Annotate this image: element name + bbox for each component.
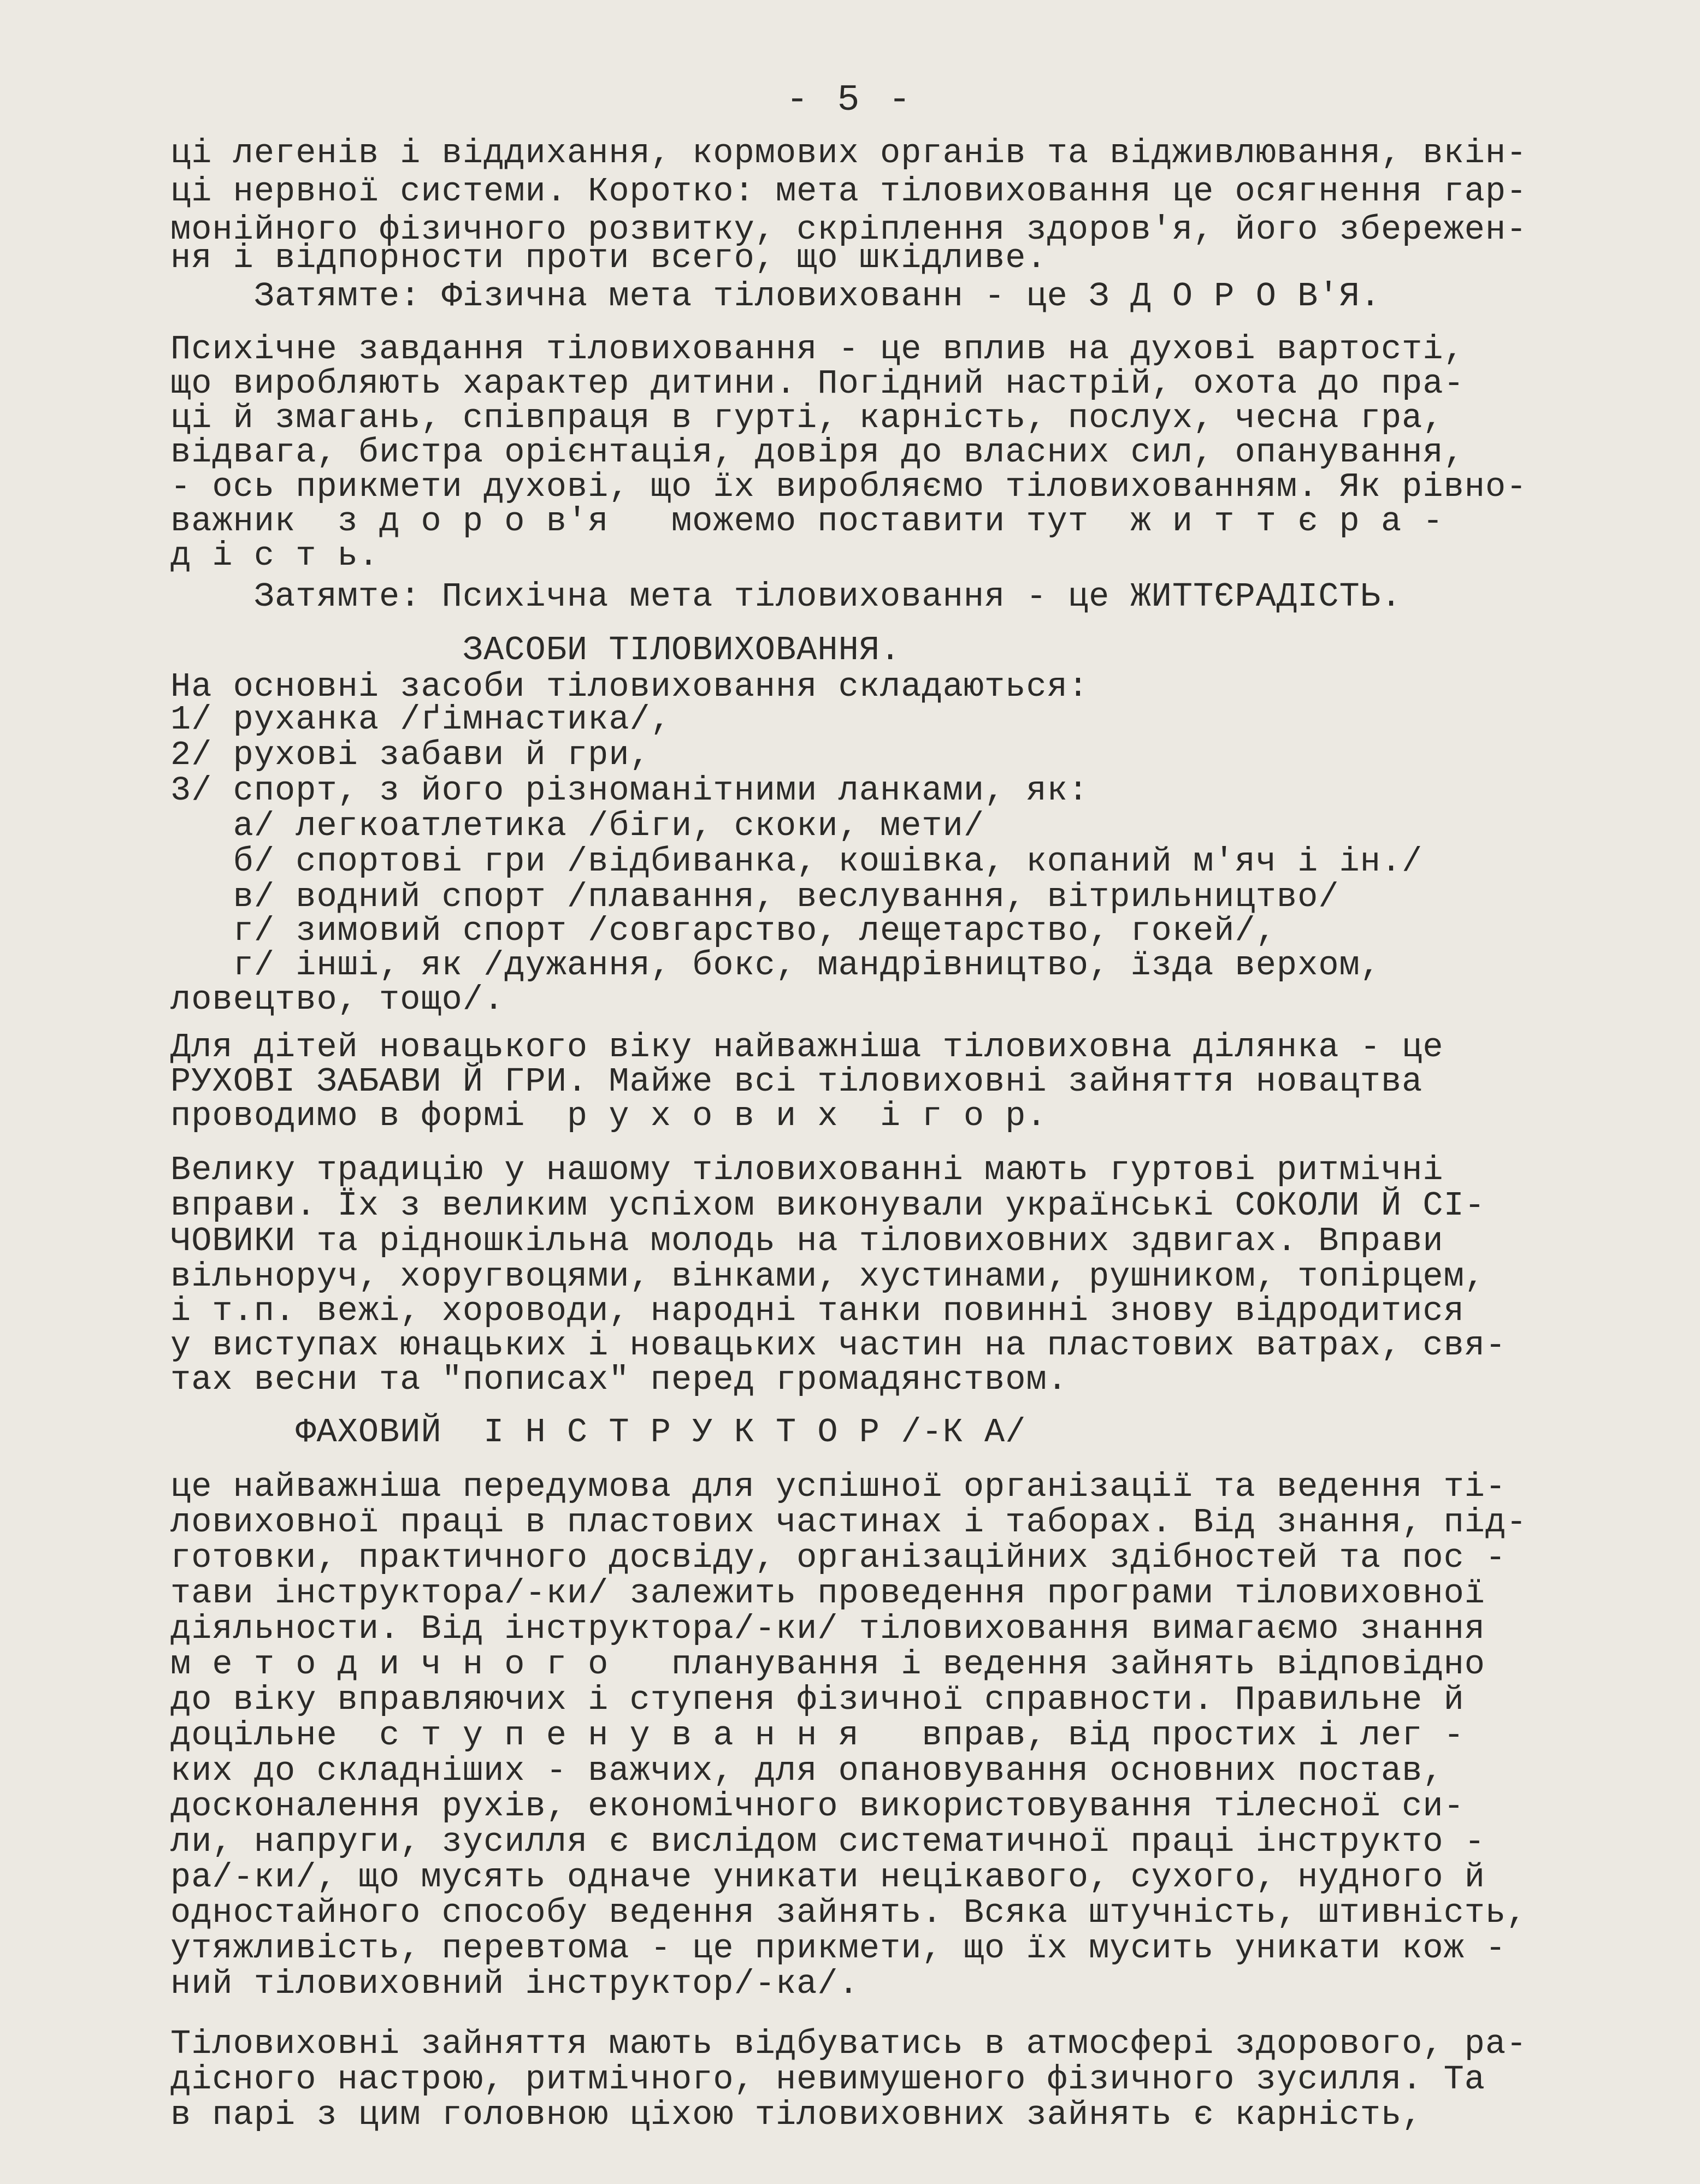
- text-line: Для дітей новацького віку найважніша тіловиховна ділянка - це: [170, 1028, 1444, 1067]
- text-line: ра/-ки/, що мусять одначе уникати нецікавого, сухого, нудного й: [170, 1858, 1485, 1897]
- text-line: Велику традицію у нашому тіловихованні мають гуртові ритмічні: [170, 1151, 1444, 1189]
- text-line: проводимо в формі р у х о в и х і г о р.: [170, 1097, 1047, 1135]
- list-item: 1/ руханка /ґімнастика/,: [170, 700, 671, 739]
- text-line: ня і відпорности проти всего, що шкідливе.: [170, 239, 1047, 277]
- list-item: г/ інші, як /дужання, бокс, мандрівництво, їзда верхом,: [170, 946, 1381, 985]
- text-line: ці легенів і віддихання, кормових органів та відживлювання, вкін-: [170, 134, 1527, 173]
- text-line: тах весни та "пописах" перед громадянством.: [170, 1360, 1068, 1399]
- text-line: готовки, практичного досвіду, організаційних здібностей та пос -: [170, 1538, 1507, 1577]
- text-line: ці й змагань, співпраця в гурті, карність, послух, чесна гра,: [170, 399, 1444, 437]
- text-line: РУХОВІ ЗАБАВИ Й ГРИ. Майже всі тіловиховні зайняття новацтва: [170, 1062, 1423, 1101]
- text-line: вправи. Їх з великим успіхом виконували українські СОКОЛИ Й СІ-: [170, 1186, 1485, 1225]
- text-line: ці нервної системи. Коротко: мета тіловиховання це осягнення гар-: [170, 172, 1527, 211]
- text-line: одностайного способу ведення зайнять. Всяка штучність, штивність,: [170, 1893, 1527, 1932]
- text-line: ЧОВИКИ та рідношкільна молодь на тіловиховних здвигах. Вправи: [170, 1222, 1444, 1260]
- text-line: в парі з цим головною ціхою тіловиховних зайнять є карність,: [170, 2096, 1423, 2134]
- text-line: На основні засоби тіловиховання складаються:: [170, 667, 1089, 706]
- list-item: в/ водний спорт /плавання, веслування, вітрильництво/: [170, 878, 1339, 916]
- text-line: ких до складніших - важчих, для опановування основних постав,: [170, 1751, 1444, 1790]
- text-line: дісного настрою, ритмічного, невимушеного фізичного зусилля. Та: [170, 2060, 1485, 2099]
- text-line: ний тіловиховний інструктор/-ка/.: [170, 1964, 859, 2003]
- page-number: - 5 -: [786, 79, 914, 121]
- text-line: - ось прикмети духові, що їх виробляємо тіловихованням. Як рівно-: [170, 467, 1527, 506]
- text-line: ловецтво, тощо/.: [170, 980, 505, 1019]
- text-line: відвага, бистра орієнтація, довіря до власних сил, опанування,: [170, 433, 1465, 472]
- text-line: тави інструктора/-ки/ залежить проведення програми тіловиховної: [170, 1574, 1485, 1613]
- list-item: а/ легкоатлетика /біги, скоки, мети/: [170, 807, 985, 845]
- list-item: 2/ рухові забави й гри,: [170, 736, 651, 774]
- section-heading: ЗАСОБИ ТІЛОВИХОВАННЯ.: [170, 631, 901, 670]
- text-line: м е т о д и ч н о г о планування і ведення зайнять відповідно: [170, 1645, 1485, 1684]
- text-line: це найважніша передумова для успішної організації та ведення ті-: [170, 1467, 1507, 1506]
- text-line: у виступах юнацьких і новацьких частин на пластових ватрах, свя-: [170, 1326, 1507, 1365]
- text-line: монійного фізичного розвитку, скріплення здоров'я, його збережен-: [170, 210, 1527, 249]
- list-item: б/ спортові гри /відбиванка, кошівка, копаний м'яч і ін./: [170, 842, 1423, 881]
- text-line: Тіловиховні зайняття мають відбуватись в атмосфері здорового, ра-: [170, 2025, 1527, 2063]
- text-line: доцільне с т у п е н у в а н н я вправ, від простих і лег -: [170, 1716, 1465, 1755]
- text-line: д і с т ь.: [170, 536, 380, 575]
- text-line: що виробляють характер дитини. Погідний настрій, охота до пра-: [170, 364, 1465, 403]
- text-line: ловиховної праці в пластових частинах і таборах. Від знання, під-: [170, 1503, 1527, 1542]
- text-line: Затямте: Психічна мета тіловиховання - це ЖИТТЄРАДІСТЬ.: [170, 577, 1402, 616]
- list-item: г/ зимовий спорт /совгарство, лещетарство, гокей/,: [170, 912, 1277, 950]
- text-line: досконалення рухів, економічного використовування тілесної си-: [170, 1787, 1465, 1826]
- text-line: діяльности. Від інструктора/-ки/ тіловиховання вимагаємо знання: [170, 1609, 1485, 1648]
- text-line: до віку вправляючих і ступеня фізичної справности. Правильне й: [170, 1680, 1465, 1719]
- text-line: утяжливість, перевтома - це прикмети, що їх мусить уникати кож -: [170, 1929, 1507, 1968]
- text-line: вільноруч, хоругвоцями, вінками, хустинами, рушником, топірцем,: [170, 1257, 1485, 1296]
- text-line: ли, напруги, зусилля є вислідом систематичної праці інструкто -: [170, 1822, 1485, 1861]
- text-line: Психічне завдання тіловиховання - це вплив на духові вартості,: [170, 330, 1465, 369]
- list-item: 3/ спорт, з його різноманітними ланками, як:: [170, 771, 1089, 810]
- text-line: важник з д о р о в'я можемо поставити тут ж и т т є р а -: [170, 502, 1444, 541]
- text-line: Затямте: Фізична мета тіловихованн - це З Д О Р О В'Я.: [170, 277, 1381, 316]
- text-line: і т.п. вежі, хороводи, народні танки повинні знову відродитися: [170, 1292, 1465, 1330]
- section-heading: ФАХОВИЙ І Н С Т Р У К Т О Р /-К А/: [170, 1413, 1026, 1452]
